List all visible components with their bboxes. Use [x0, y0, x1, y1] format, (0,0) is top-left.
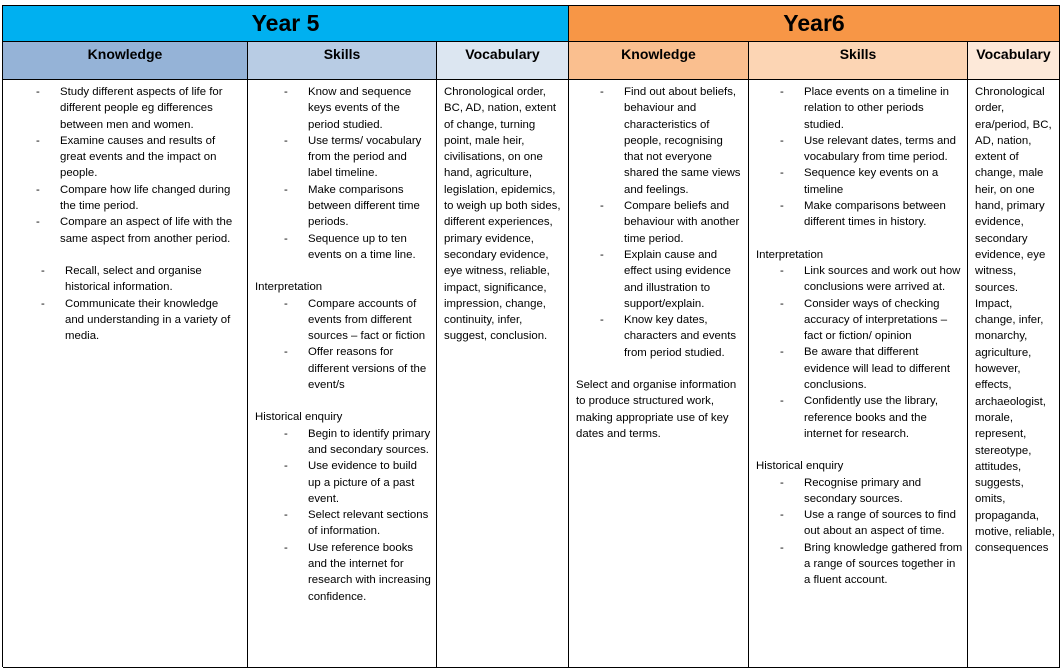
- list-item: - Make comparisons between different time periods.: [308, 182, 432, 231]
- y5-skills-header: Skills: [248, 42, 437, 80]
- y5-enquiry-list: [248, 426, 436, 605]
- list-item: - Compare how life changed during the time period.: [60, 182, 239, 215]
- list-item: - Sequence key events on a timeline: [804, 165, 963, 198]
- list-item: - Begin to identify primary and secondary sources.: [308, 426, 432, 459]
- curriculum-table: [2, 5, 1060, 667]
- list-item: - Make comparisons between different times in history.: [804, 198, 963, 231]
- year5-header: Year 5: [3, 6, 569, 42]
- y5-skills-list: [248, 84, 436, 263]
- y5-knowledge-header: Knowledge: [3, 42, 248, 80]
- list-item: - Confidently use the library, reference books and the internet for research.: [804, 393, 963, 442]
- y5-knowledge-list: [3, 84, 247, 247]
- y6-knowledge-paragraph: Select and organise information to produce structured work, making appropriate use of key dates and terms.: [576, 379, 737, 440]
- list-item: - Explain cause and effect using evidence and illustration to support/explain.: [624, 247, 744, 312]
- list-item: - Use reference books and the internet for research with increasing confidence.: [308, 540, 432, 605]
- y5-interpretation-label: Interpretation: [255, 281, 323, 294]
- y5-enquiry-label: Historical enquiry: [255, 411, 343, 424]
- list-item: - Be aware that different evidence will lead to different conclusions.: [804, 344, 963, 393]
- y6-knowledge-cell: [569, 80, 749, 668]
- list-item: - Know and sequence keys events of the period studied.: [308, 84, 432, 133]
- list-item: - Study different aspects of life for different people eg differences between men and women.: [60, 84, 239, 133]
- list-item: - Place events on a timeline in relation to other periods studied.: [804, 84, 963, 133]
- list-item: - Select relevant sections of information.: [308, 507, 432, 540]
- list-item: - Find out about beliefs, behaviour and characteristics of people, recognising that not everyone shared the same views and feelings.: [624, 84, 744, 198]
- y6-skills-list: [749, 84, 967, 231]
- y6-enquiry-list: [749, 475, 967, 589]
- list-item: - Recall, select and organise historical information.: [65, 263, 239, 296]
- y5-knowledge-list-2: [3, 263, 247, 344]
- y5-skills-cell: [248, 80, 437, 668]
- y6-skills-header: Skills: [749, 42, 968, 80]
- y5-vocabulary-text: Chronological order, BC, AD, nation, extent of change, turning point, male heir, civilisations, on one hand, agriculture, legislation, epidemics, to weigh up both sides, different experiences, primary evidence, secondary evidence, eye witness, reliable, impact, significance, impression, change, continuity, infer, suggest, conclusion.: [444, 86, 561, 343]
- y6-knowledge-list: [569, 84, 748, 361]
- y5-vocabulary-cell: [437, 80, 569, 668]
- list-item: - Use a range of sources to find out about an aspect of time.: [804, 507, 963, 540]
- list-item: - Compare an aspect of life with the same aspect from another period.: [60, 214, 239, 247]
- y5-interpretation-list: [248, 296, 436, 394]
- y6-skills-cell: [749, 80, 968, 668]
- list-item: - Recognise primary and secondary sources.: [804, 475, 963, 508]
- list-item: - Sequence up to ten events on a time line.: [308, 231, 432, 264]
- list-item: - Link sources and work out how conclusions were arrived at.: [804, 263, 963, 296]
- list-item: - Use terms/ vocabulary from the period and label timeline.: [308, 133, 432, 182]
- list-item: - Consider ways of checking accuracy of interpretations – fact or fiction/ opinion: [804, 296, 963, 345]
- y6-interpretation-label: Interpretation: [756, 248, 824, 261]
- y6-vocabulary-text: Chronological order, era/period, BC, AD, nation, extent of change, male heir, on one hand, primary evidence, secondary evidence, eye witness, sources. Impact, change, infer, monarchy, agriculture, however, effects, archaeologist, morale, represent, stereotype, attitudes, suggests, omits, propaganda, motive, reliable, consequences: [975, 86, 1055, 555]
- list-item: - Compare accounts of events from different sources – fact or fiction: [308, 296, 432, 345]
- y6-knowledge-header: Knowledge: [569, 42, 749, 80]
- list-item: - Know key dates, characters and events from period studied.: [624, 312, 744, 361]
- list-item: - Bring knowledge gathered from a range of sources together in a fluent account.: [804, 540, 963, 589]
- y5-knowledge-cell: [3, 80, 248, 668]
- list-item: - Examine causes and results of great events and the impact on people.: [60, 133, 239, 182]
- y6-vocabulary-cell: [968, 80, 1060, 668]
- y6-enquiry-label: Historical enquiry: [756, 460, 844, 473]
- list-item: - Offer reasons for different versions of the event/s: [308, 344, 432, 393]
- list-item: - Communicate their knowledge and understanding in a variety of media.: [65, 296, 239, 345]
- list-item: - Use relevant dates, terms and vocabulary from time period.: [804, 133, 963, 166]
- year6-header: Year6: [569, 6, 1060, 42]
- y6-vocabulary-header: Vocabulary: [968, 42, 1060, 80]
- y6-interpretation-list: [749, 263, 967, 442]
- list-item: - Compare beliefs and behaviour with another time period.: [624, 198, 744, 247]
- list-item: - Use evidence to build up a picture of a past event.: [308, 458, 432, 507]
- y5-vocabulary-header: Vocabulary: [437, 42, 569, 80]
